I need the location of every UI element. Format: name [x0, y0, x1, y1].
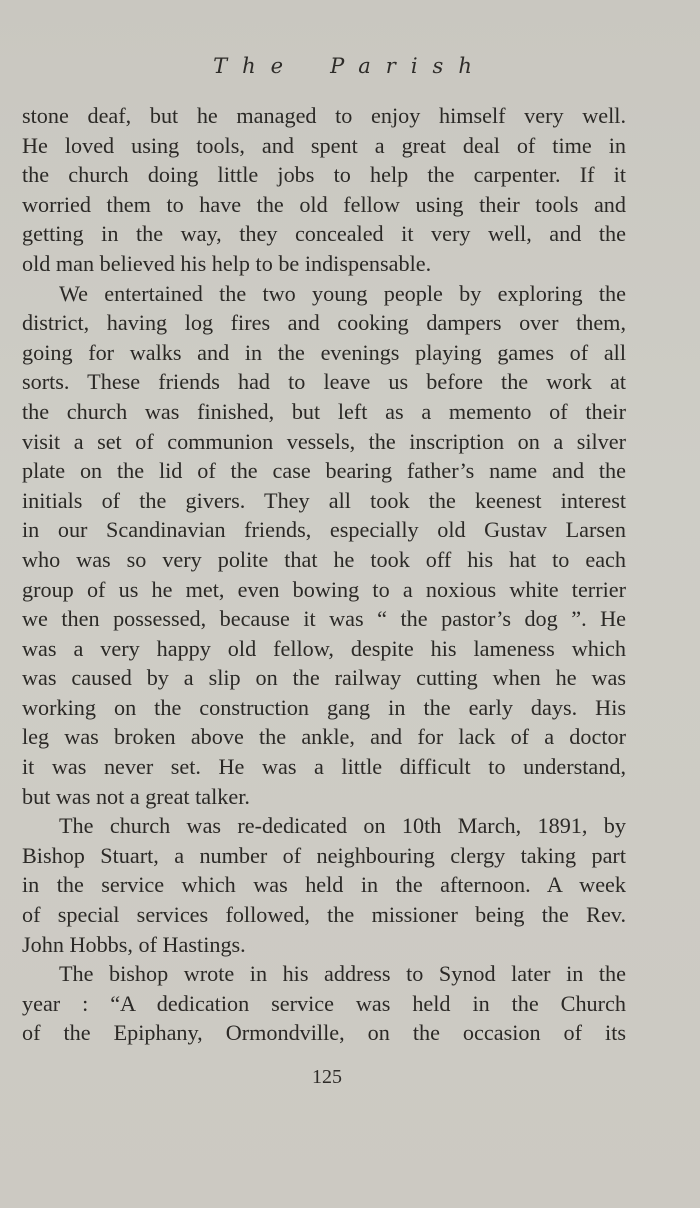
text-line: the church was finished, but left as a memento of their	[22, 398, 626, 424]
text-line: district, having log fires and cooking dampers over them,	[22, 310, 626, 336]
text-line: of the Epiphany, Ormondville, on the occasion of its	[22, 1020, 626, 1046]
text-line: worried them to have the old fellow using their tools and	[22, 191, 626, 217]
text-line: going for walks and in the evenings playing games of all	[22, 339, 626, 365]
text-line: who was so very polite that he took off his hat to each	[22, 546, 626, 572]
text-line: of special services followed, the missioner being the Rev.	[22, 902, 626, 928]
text-line: was caused by a slip on the railway cutting when he was	[22, 665, 626, 691]
text-line: we then possessed, because it was “ the pastor’s dog ”. He	[22, 606, 626, 632]
text-line: getting in the way, they concealed it very well, and the	[22, 221, 626, 247]
text-line: in the service which was held in the afternoon. A week	[22, 872, 626, 898]
text-line: sorts. These friends had to leave us before the work at	[22, 369, 626, 395]
text-line: the church doing little jobs to help the carpenter. If it	[22, 162, 626, 188]
text-line: initials of the givers. They all took the keenest interest	[22, 487, 626, 513]
text-line: John Hobbs, of Hastings.	[22, 931, 246, 957]
text-line: leg was broken above the ankle, and for lack of a doctor	[22, 724, 626, 750]
text-line: The bishop wrote in his address to Synod later in the	[59, 961, 626, 987]
text-line: stone deaf, but he managed to enjoy himself very well.	[22, 103, 626, 128]
text-line: working on the construction gang in the early days. His	[22, 694, 626, 720]
text-line: but was not a great talker.	[22, 783, 250, 809]
text-line: it was never set. He was a little difficult to understand,	[22, 754, 626, 780]
text-line: visit a set of communion vessels, the inscription on a silver	[22, 428, 626, 454]
text-line: Bishop Stuart, a number of neighbouring clergy taking part	[22, 842, 626, 868]
text-line: He loved using tools, and spent a great deal of time in	[22, 132, 626, 158]
running-head	[0, 54, 700, 78]
text-line: in our Scandinavian friends, especially old Gustav Larsen	[22, 517, 626, 543]
running-head-word-the: The	[213, 54, 299, 78]
text-line: We entertained the two young people by exploring the	[59, 280, 626, 306]
text-line: plate on the lid of the case bearing father’s name and the	[22, 458, 626, 484]
text-line: was a very happy old fellow, despite his lameness which	[22, 635, 626, 661]
text-line: The church was re-dedicated on 10th March, 1891, by	[59, 813, 626, 839]
text-line: group of us he met, even bowing to a noxious white terrier	[22, 576, 626, 602]
page-number: 125	[312, 1066, 342, 1088]
body-text	[22, 101, 626, 1048]
text-line: old man believed his help to be indispensable.	[22, 250, 432, 276]
text-line: year : “A dedication service was held in the Church	[22, 990, 626, 1016]
running-head-word-parish: Parish	[330, 54, 487, 78]
